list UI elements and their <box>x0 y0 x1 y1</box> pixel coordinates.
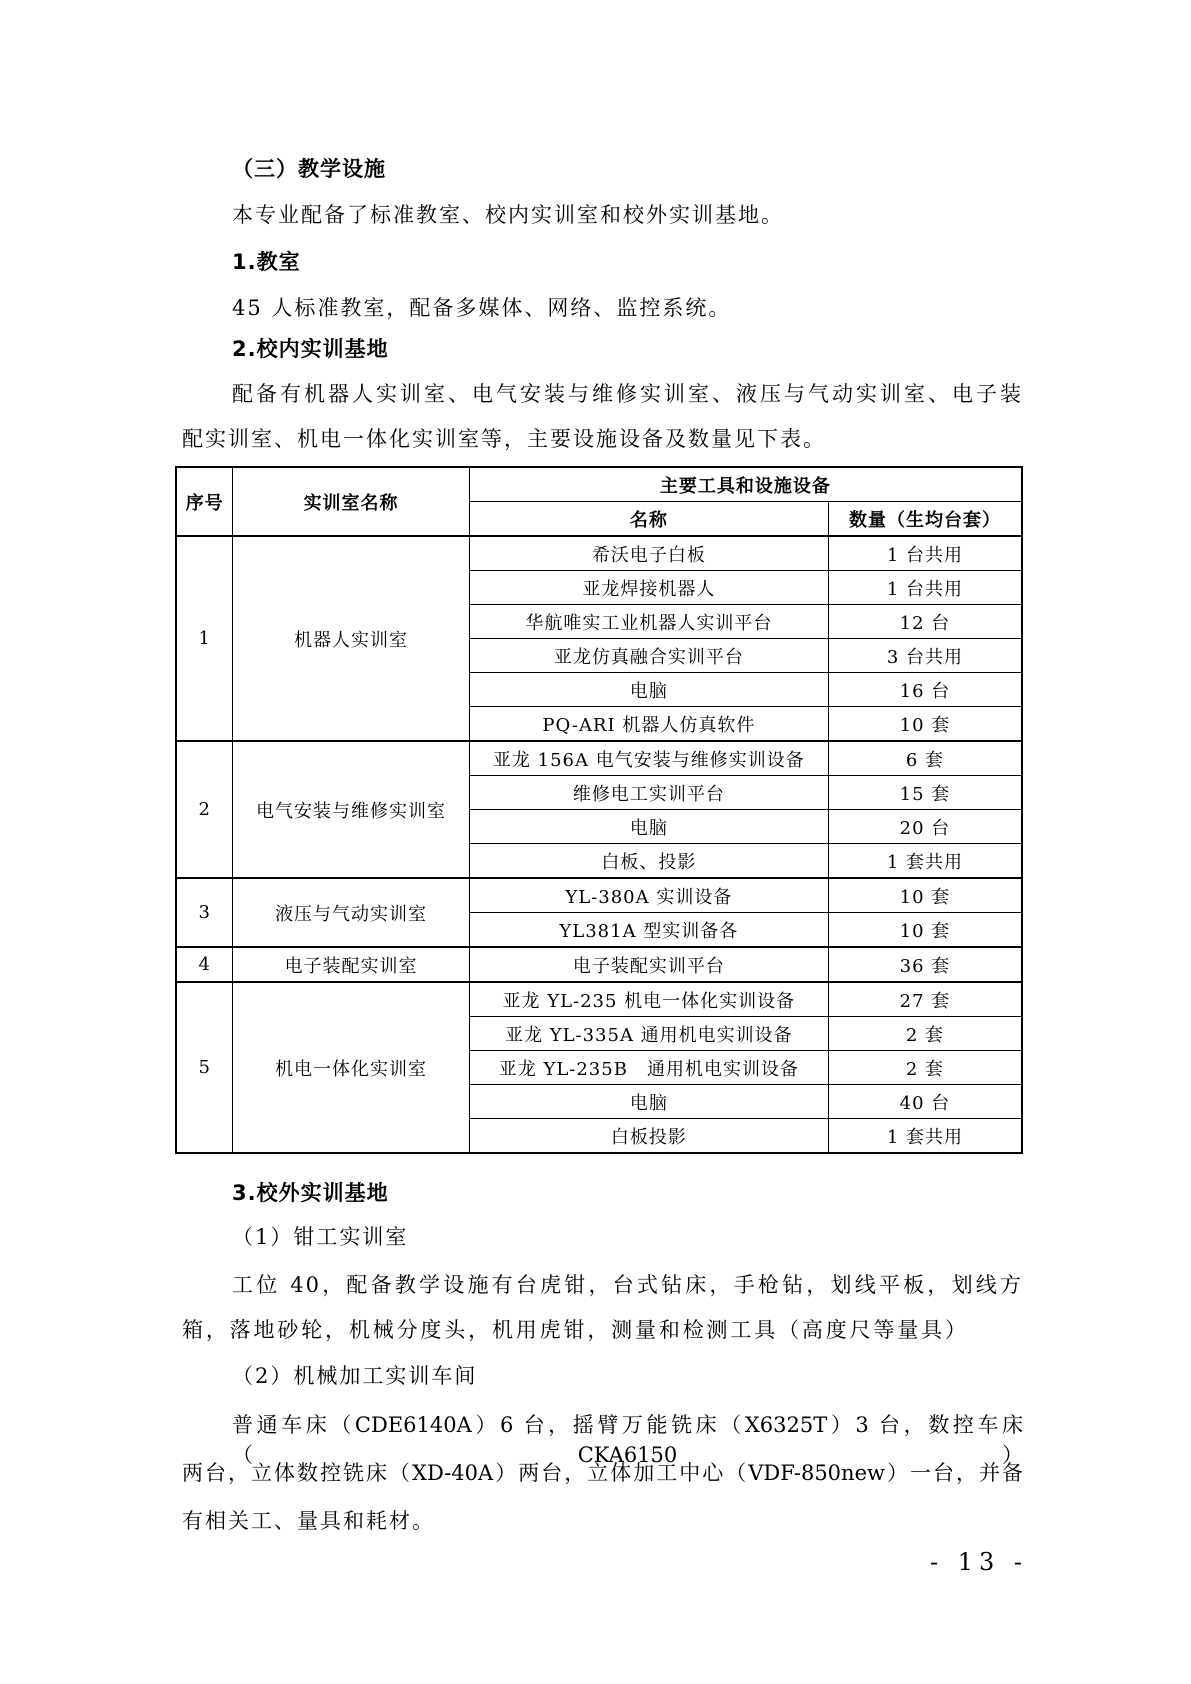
table-row <box>176 878 1022 913</box>
group-seq: 4 <box>176 947 233 982</box>
table-row <box>176 947 1022 982</box>
table-row <box>176 741 1022 776</box>
table-row <box>176 536 1022 571</box>
group-seq: 3 <box>176 878 233 947</box>
header-main-equipment: 主要工具和设施设备 <box>469 467 1022 502</box>
item-qty: 15 套 <box>828 776 1022 810</box>
item-qty: 1 套共用 <box>828 1119 1022 1154</box>
offcampus-heading: 3.校外实训基地 <box>232 1181 389 1205</box>
item-name: 电脑 <box>469 1085 828 1119</box>
item-qty: 1 套共用 <box>828 844 1022 879</box>
classroom-paragraph: 45 人标准教室，配备多媒体、网络、监控系统。 <box>232 296 732 320</box>
item-qty: 16 台 <box>828 673 1022 707</box>
item-name: 电脑 <box>469 810 828 844</box>
item-name: 亚龙 YL-335A 通用机电实训设备 <box>469 1017 828 1051</box>
page-number: - 13 - <box>930 1548 1029 1576</box>
item-qty: 40 台 <box>828 1085 1022 1119</box>
oncampus-heading: 2.校内实训基地 <box>232 337 389 361</box>
group-room: 机电一体化实训室 <box>233 982 469 1153</box>
machining-heading: （2）机械加工实训车间 <box>232 1364 478 1388</box>
header-room: 实训室名称 <box>233 467 469 536</box>
item-qty: 3 台共用 <box>828 639 1022 673</box>
item-name: YL381A 型实训备各 <box>469 913 828 948</box>
group-room: 液压与气动实训室 <box>233 878 469 947</box>
oncampus-paragraph-line1: 配备有机器人实训室、电气安装与维修实训室、液压与气动实训室、电子装 <box>232 382 1023 406</box>
item-name: YL-380A 实训设备 <box>469 878 828 913</box>
equipment-table-body <box>176 536 1022 1153</box>
group-seq: 5 <box>176 982 233 1153</box>
fitter-heading: （1）钳工实训室 <box>232 1225 409 1249</box>
item-name: 电脑 <box>469 673 828 707</box>
item-name: 维修电工实训平台 <box>469 776 828 810</box>
group-room: 电子装配实训室 <box>233 947 469 982</box>
section-heading-facilities: （三）教学设施 <box>232 157 386 181</box>
item-qty: 12 台 <box>828 605 1022 639</box>
intro-paragraph: 本专业配备了标准教室、校内实训室和校外实训基地。 <box>232 203 784 227</box>
table-row <box>176 982 1022 1017</box>
fitter-paragraph-line1: 工位 40，配备教学设施有台虎钳，台式钻床，手枪钻，划线平板，划线方 <box>232 1273 1023 1297</box>
item-name: 亚龙仿真融合实训平台 <box>469 639 828 673</box>
group-seq: 1 <box>176 536 233 741</box>
header-seq: 序号 <box>176 467 233 536</box>
item-qty: 1 台共用 <box>828 571 1022 605</box>
machining-paragraph-line2: 两台，立体数控铣床（XD-40A）两台，立体加工中心（VDF-850new）一台，并备 <box>182 1461 1023 1485</box>
item-name: 亚龙 YL-235 机电一体化实训设备 <box>469 982 828 1017</box>
item-qty: 10 套 <box>828 707 1022 742</box>
item-qty: 6 套 <box>828 741 1022 776</box>
oncampus-paragraph-line2: 配实训室、机电一体化实训室等，主要设施设备及数量见下表。 <box>182 427 826 451</box>
item-qty: 2 套 <box>828 1017 1022 1051</box>
group-room: 机器人实训室 <box>233 536 469 741</box>
item-qty: 10 套 <box>828 913 1022 948</box>
classroom-heading: 1.教室 <box>232 250 301 274</box>
item-qty: 2 套 <box>828 1051 1022 1085</box>
item-name: 亚龙焊接机器人 <box>469 571 828 605</box>
item-name: 亚龙 156A 电气安装与维修实训设备 <box>469 741 828 776</box>
fitter-paragraph-line2: 箱，落地砂轮，机械分度头，机用虎钳，测量和检测工具（高度尺等量具） <box>182 1318 968 1342</box>
item-name: 希沃电子白板 <box>469 536 828 571</box>
equipment-table <box>175 466 1023 1154</box>
item-qty: 20 台 <box>828 810 1022 844</box>
group-seq: 2 <box>176 741 233 878</box>
group-room: 电气安装与维修实训室 <box>233 741 469 878</box>
item-name: 白板投影 <box>469 1119 828 1154</box>
item-name: 电子装配实训平台 <box>469 947 828 982</box>
header-qty: 数量（生均台套） <box>828 502 1022 537</box>
item-qty: 10 套 <box>828 878 1022 913</box>
item-name: PQ-ARI 机器人仿真软件 <box>469 707 828 742</box>
machining-paragraph-line1: 普通车床（CDE6140A）6 台，摇臂万能铣床（X6325T）3 台，数控车床（CKA6150） <box>232 1413 1023 1467</box>
item-name: 白板、投影 <box>469 844 828 879</box>
item-qty: 1 台共用 <box>828 536 1022 571</box>
item-qty: 27 套 <box>828 982 1022 1017</box>
item-name: 华航唯实工业机器人实训平台 <box>469 605 828 639</box>
item-qty: 36 套 <box>828 947 1022 982</box>
item-name: 亚龙 YL-235B 通用机电实训设备 <box>469 1051 828 1085</box>
header-name: 名称 <box>469 502 828 537</box>
machining-paragraph-line3: 有相关工、量具和耗材。 <box>182 1509 435 1533</box>
